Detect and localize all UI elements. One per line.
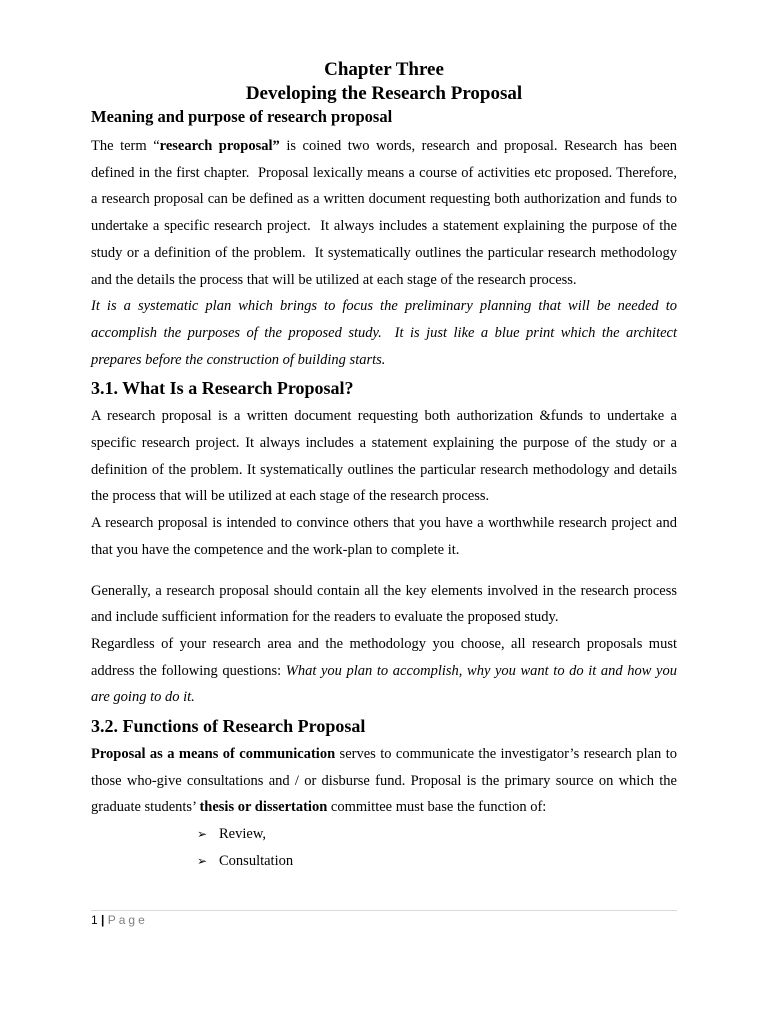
thesis-bold: thesis or dissertation: [199, 799, 328, 816]
meaning-heading: Meaning and purpose of research proposal: [91, 107, 393, 126]
list-item-text: Review,: [219, 826, 266, 843]
section-3-1-heading: 3.1. What Is a Research Proposal?: [91, 378, 354, 399]
arrow-bullet-icon: ➢: [197, 853, 208, 868]
italic-text: It is a systematic plan which brings to focus the preliminary planning that will be needed to accomplish the purposes of the proposed study. It is just like a blue print which the architect prepares before the construction of building starts.: [91, 298, 677, 368]
intro-bold-term: research proposal”: [159, 138, 280, 154]
page-label: Page: [107, 913, 148, 927]
section-3-1-paragraph-2: A research proposal is intended to convince others that you have a worthwhile research project and that you have the competence and the work-plan to complete it.: [91, 515, 677, 558]
footer-separator: |: [101, 913, 105, 927]
section-3-2-heading: 3.2. Functions of Research Proposal: [91, 716, 366, 737]
section-3-1-paragraph-3: Generally, a research proposal should contain all the key elements involved in the research process and include sufficient information for the readers to evaluate the proposed study.: [91, 582, 677, 626]
questions-lead: Regardless of your research area and the methodology you choose, all research proposals must address the following questions:: [91, 635, 677, 679]
questions-italic: What you plan to accomplish, why you want to do it and how you are going to do it.: [91, 662, 677, 706]
paragraph-gap: [91, 564, 677, 578]
page-content: [91, 58, 677, 875]
chapter-title: Chapter Three: [324, 59, 444, 80]
committee-text: committee must base the function of:: [327, 799, 547, 816]
communication-text: serves to communicate the investigator’s research plan to those who-give consultations and / or disburse fund. Proposal is the primary source on which the graduate students’: [91, 746, 677, 816]
list-item: [197, 848, 677, 875]
function-list: [91, 821, 677, 874]
section-3-2-paragraph-1: [91, 741, 677, 821]
intro-paragraph: [91, 133, 677, 293]
intro-text: is coined two words, research and proposal. Research has been defined in the first chapter. Proposal lexically means a course of activities etc proposed. Therefore, a research proposal can be defined as a written document requesting both authorization and funds to undertake a specific research project. It always includes a statement explaining the purpose of the study or a definition of the problem. It systematically outlines the particular research methodology and the details the process that will be utilized at each stage of the research process.: [91, 138, 677, 288]
section-3-1-paragraph-4: [91, 631, 677, 711]
chapter-subtitle: Developing the Research Proposal: [245, 83, 523, 104]
italic-paragraph: [91, 293, 677, 373]
communication-bold: Proposal as a means of communication: [91, 746, 336, 763]
section-3-1-paragraph-1: A research proposal is a written document requesting both authorization &funds to undertake a specific research project. It always includes a statement explaining the purpose of the study or a definition of the problem. It systematically outlines the particular research methodology and details the process that will be utilized at each stage of the research process.: [91, 408, 677, 505]
list-item: [197, 821, 677, 848]
list-item-text: Consultation: [219, 852, 294, 869]
intro-pre: The term “: [91, 138, 160, 154]
page-number: 1: [91, 913, 98, 927]
page-footer: [91, 910, 677, 927]
arrow-bullet-icon: ➢: [197, 827, 208, 842]
